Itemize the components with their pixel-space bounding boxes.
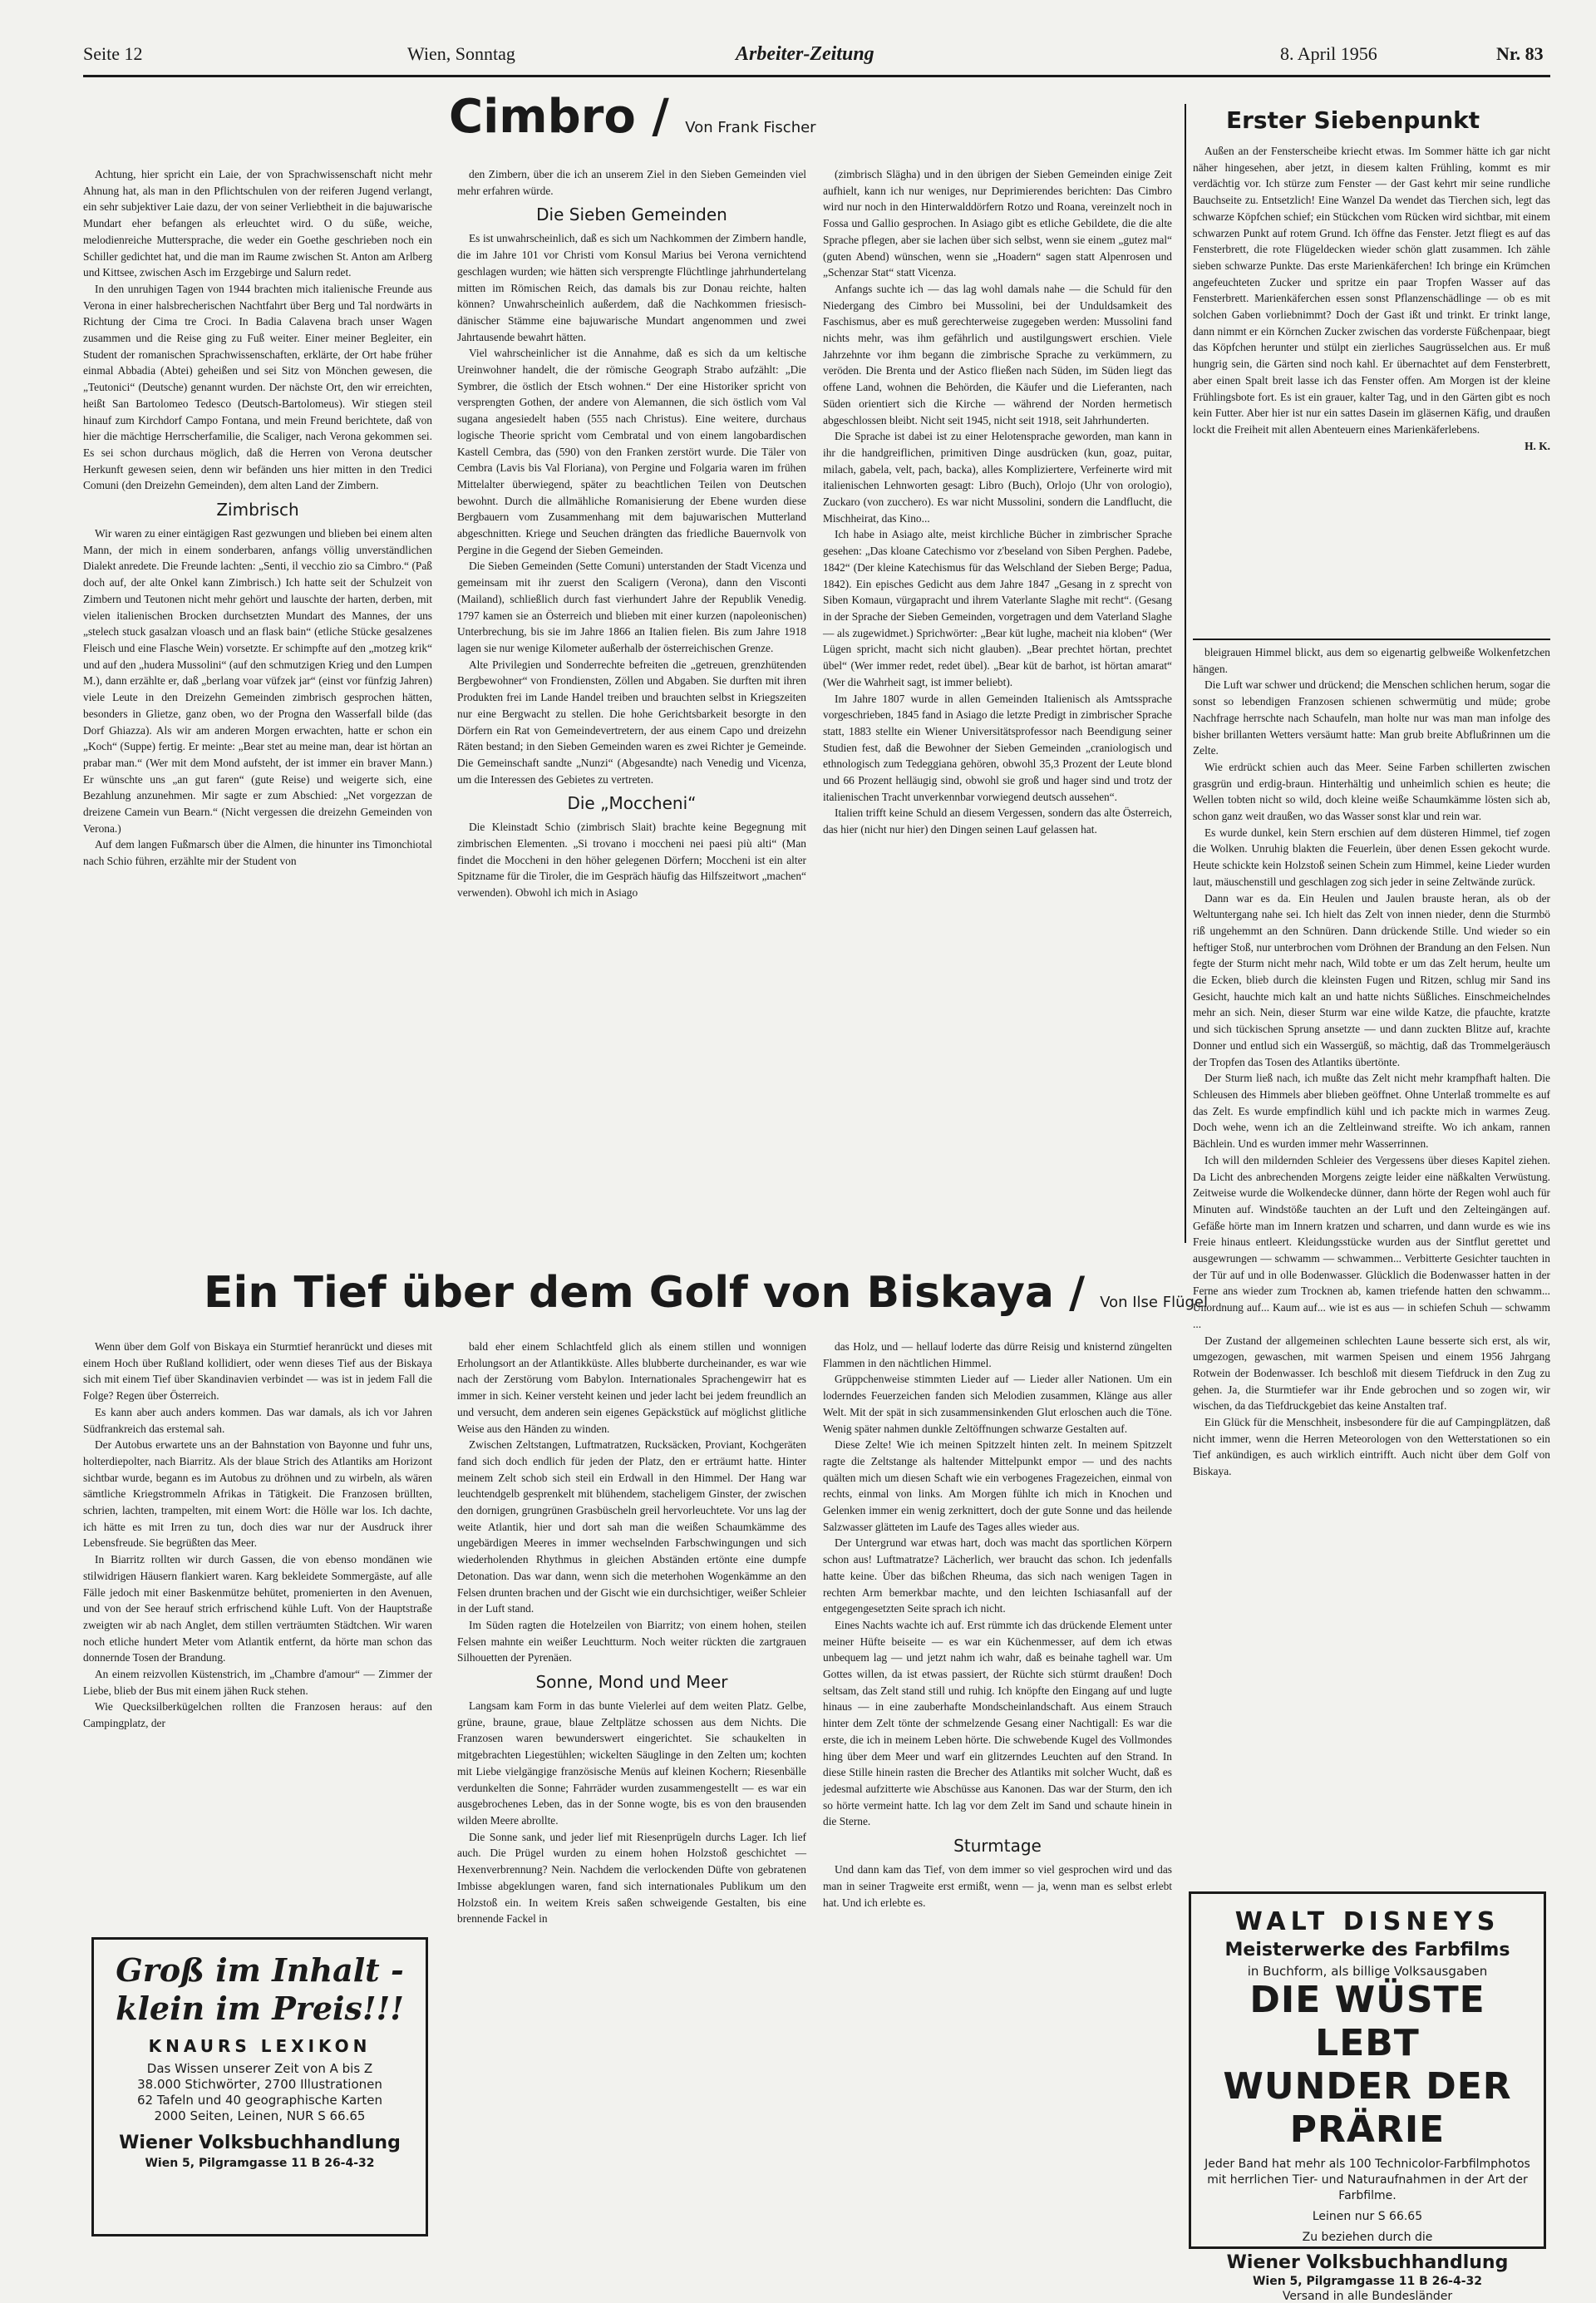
paragraph: Italien trifft keine Schuld an diesem Vergessen, sondern das alte Österreich, das hier (nicht nur hier) den Dingen seinen Lauf gelassen hat. bbox=[823, 806, 1172, 836]
subheading: Sonne, Mond und Meer bbox=[535, 1672, 728, 1693]
subheading: Zimbrisch bbox=[216, 500, 299, 520]
biskaya-column-1 bbox=[83, 1339, 432, 1925]
title-text: Cimbro bbox=[449, 90, 636, 144]
paragraph: Der Autobus erwartete uns an der Bahnstation von Bayonne und fuhr uns, holterdiepolter, nach Biarritz. Als der blaue Strich des Atlantiks am Horizont sichtbar wurde, begann es im Autobus zu dröhnen und zu wirbeln, als wären sämtliche Kriegstrommeln Afrikas in Tätigkeit. Die Franzosen brüllten, schrien, lachten, trampelten, mit einem Wort: die Hölle war los. Ich dachte, ich hätte es mit Irren zu tun, doch dies war nur der Ausdruck ihrer Lebensfreude. Sie begrüßten das Meer. bbox=[83, 1438, 432, 1550]
issue-number: Nr. 83 bbox=[1496, 43, 1544, 64]
ad-headline-2: klein im Preis!!! bbox=[116, 1990, 404, 2027]
ad-shipping: Versand in alle Bundesländer bbox=[1282, 2290, 1453, 2303]
paragraph: den Zimbern, über die ich an unserem Ziel in den Sieben Gemeinden viel mehr erfahren würde. bbox=[457, 168, 806, 197]
paragraph: Die Kleinstadt Schio (zimbrisch Slait) brachte keine Begegnung mit zimbrischen Elementen. „Si trovano i moccheni nei paesi più alti“ (Man findet die Moccheni in den höher gelegenen Dörfern; Moccheni ist ein alter Spitzname für die Tiroler, die im Gespräch häufig das Hilfszeitwort „machen“ verwenden). Obwohl ich mich in Asiago bbox=[457, 821, 806, 900]
paragraph: Alte Privilegien und Sonderrechte befreiten die „getreuen, grenzhütenden Bergbewohner“ von Frondiensten, Zöllen und Abgaben. Sie durften mit ihren Produkten frei im Lande Handel treiben und brauchten selbst in Kriegszeiten nur eine Bergwacht zu stellen. Die hohe Gerichtsbarkeit besorgte in den Dörfern ein Rat von Gemeindevertretern, der aus einem Capo und dreizehn Räten bestand; in den Sieben Gemeinden waren es zwei Richter je Gemeinde. Die Gemeinschaft sandte „Nunzi“ (Abgesandte) nach Venedig und Vicenza, um die Interessen des Gebietes zu vertreten. bbox=[457, 658, 806, 786]
cimbro-column-2 bbox=[457, 166, 806, 1264]
paragraph: Die Sieben Gemeinden (Sette Comuni) unterstanden der Stadt Vicenza und gemeinsam mit ihr zuerst den Scaligern (Verona), dann den Visconti (Mailand), schließlich durch fast vierhundert Jahre der Republik Venedig. 1797 kamen sie an Österreich und blieben mit einer kurzen (napoleonischen) Unterbrechung, bis sie im Jahre 1866 an Italien fielen. Bis zum Jahre 1918 lagen sie nur wenige Kilometer außerhalb der österreichischen Grenze. bbox=[457, 560, 806, 654]
byline: Von Ilse Flügel bbox=[1100, 1294, 1208, 1311]
ad-title-1: DIE WÜSTE LEBT bbox=[1249, 1979, 1485, 2064]
byline: Von Frank Fischer bbox=[685, 119, 816, 136]
paragraph: Außen an der Fensterscheibe kriecht etwas. Im Sommer hätte ich gar nicht näher hingesehen, aber jetzt, in diesem kalten Frühling, kommt es mir verdächtig vor. Ich stürze zum Fenster — der Gast kehrt mir seine rundliche Bauchseite zu. Entsetzlich! Eine Wanzel Da wendet das Tierchen sich, legt das schwarze Köpfchen schief; ein Stückchen vom Rücken wird sichtbar, mit einem schwarzen Punkt auf rotem Grund. Ich öffne das Fenster. Jetzt fliegt es auf das Fensterbrett, die rote Flügeldecken wieder schön glatt zusammen. Ich zähle sieben schwarze Punkte. Das erste Marienkäferchen! Ich bringe ein Krümchen angefeuchteten Zucker und spritze ein paar Tropfen Wasser auf das Fensterbrett. Marienkäferchen essen sonst Pflanzenschädlinge — ob es mit solchen Gaben vorliebnimmt? Doch der Gast ißt und trinkt. Er trinkt lange, dann nimmt er ein Körnchen Zucker zwischen das vorderste Füßchenpaar, biegt das Köpfchen herunter und stülpt ein zierliches Saugrüsselchen aus. Er muß hungrig sein, die Gärten sind noch kahl. Er übernachtet auf dem Fensterbrett, aber einen Spalt breit lasse ich das Fenster offen. Am Morgen ist der kleine Frühlingsbote fort. Es ist ein grauer, kalter Tag, und in den Gärten gibt es noch kein Futter. Aber hier ist nur ein sattes Dasein im gläsernen Käfig, und draußen lockt die Freiheit mit allen Abenteuern eines Marienkäferlebens. bbox=[1193, 145, 1550, 436]
ad-shop: Wiener Volksbuchhandlung bbox=[1226, 2252, 1509, 2273]
ad-address: Wien 5, Pilgramgasse 11 B 26-4-32 bbox=[145, 2157, 375, 2170]
paragraph: Die Luft war schwer und drückend; die Menschen schlichen herum, sogar die sonst so lebendigen Franzosen schienen schwermütig und müde; grobe Nachfrage herrschte nach Schaufeln, man holte nur was man man infolge des bisher brillanten Wetters versäumt hatte: Man grub breite Abflußrinnen um die Zelte. bbox=[1193, 678, 1550, 757]
ad-brand: KNAURS LEXIKON bbox=[148, 2036, 372, 2056]
ad-line: 62 Tafeln und 40 geographische Karten bbox=[137, 2093, 382, 2108]
ad-line: 2000 Seiten, Leinen, NUR S 66.65 bbox=[154, 2108, 366, 2123]
ad-walt-disney bbox=[1189, 1891, 1546, 2303]
column-divider bbox=[1185, 104, 1186, 1243]
article-title-cimbro: Cimbro / Von Frank Fischer bbox=[449, 90, 816, 144]
ad-headline-1: Groß im Inhalt - bbox=[116, 1951, 404, 1989]
paragraph: Im Süden ragten die Hotelzeilen von Biarritz; von einem hohen, steilen Felsen mahnte ein weißer Leuchtturm. Noch weiter rückten die zartgrauen Silhouetten der Pyrenäen. bbox=[457, 1618, 806, 1664]
paragraph: In Biarritz rollten wir durch Gassen, die von ebenso mondänen wie stilwidrigen Häusern flankiert waren. Karg bekleidete Sommergäste, auf alle Fälle jedoch mit einer Baskenmütze behütet, promenierten in den Avenuen, und von der See herauf strich erfrischend kühle Luft. Von der Hauptstraße zweigten wir ab nach Anglet, dem stillen verträumten Städtchen. Wir waren noch etliche hundert Meter vom Atlantik entfernt, da hörte man schon das donnernde Tosen der Brandung. bbox=[83, 1553, 432, 1664]
ad-subtitle: Meisterwerke des Farbfilms bbox=[1224, 1940, 1510, 1960]
page-number: Seite 12 bbox=[83, 43, 143, 64]
paragraph: bald eher einem Schlachtfeld glich als einem stillen und wonnigen Erholungsort an der Atlantikküste. Alles blubberte durcheinander, es war wie nach der Zerstörung vom Babylon. Internationales Sprachengewirr hat es immer in sich. Keiner versteht keinen und jeder lacht bei jedem freundlich an und versucht, dem anderen sein eigenes Gepäckstück auf möglichst glitliche Weise aus den Händen zu winden. bbox=[457, 1340, 806, 1435]
paragraph: Ich will den mildernden Schleier des Vergessens über dieses Kapitel ziehen. Da Licht des anbrechenden Morgens zeigte leider eine näßkalten Verwüstung. Zeitweise wurde die Wolkendecke dünner, dann hörte der Regen wohl auch für Minuten auf. Windstöße tauchten an der Luft und den Zelteingängen auf. Gefäße hörte man im Innern kratzen und scharren, und dann wurde es wie ins Freie hinaus entleert. Kleidungsstücke wurden aus der Sintflut gerettet und ausgewrungen — schwamm — schwammen... Verbitterte Gesichter tauchten in der Tür auf und in olle Bodenwasser. Glücklich die Bodenwasser hatten in der Ferne ans wieder zum Trocknen ab, kamen triefende hatten den schwamm... Unordnung auf... Kaum auf... wie ist es aus — in schiefen Schuh — schwamm ... bbox=[1193, 1153, 1550, 1330]
paragraph: Wenn über dem Golf von Biskaya ein Sturmtief heranrückt und dieses mit einem Hoch über Rußland kollidiert, oder wenn dieses Tief aus der Biskaya sich mit einem Tief über Skandinavien verbindet — was ist in jedem Fall die Folge? Regen über Österreich. bbox=[83, 1340, 432, 1403]
paragraph: Dann war es da. Ein Heulen und Jaulen brauste heran, als ob der Weltuntergang nahe sei. Ich hielt das Zelt von innen nieder, denn die Sturmbö riß ungehemmt an den Schnüren. Dann drückende Stille. Und wieder so ein heftiger Stoß, nur unterbrochen vom Dröhnen der Brandung an den Felsen. Nun fegte der Sturm nicht mehr nach, Wild tobte er um das Zelt herum, heulte um die Ecken, blieb durch die kleinsten Fugen und Ritzen, schlug mir Sand ins Gesicht, hauchte mich kalt an und hatte nichts Süßliches. Einschmeichelndes mehr an sich. Nein, dieser Sturm war eine wilde Katze, die pfauchte, kratzte und sich tückischen Sprung ansetzte — und dann zuckten Blitze auf, krachte Donner und entlud sich ein Wassergüß, so mächtig, daß das Trommelgeräusch der Tropfen das Tosen des Atlantiks übertönte. bbox=[1193, 891, 1550, 1068]
ad-brand: WALT DISNEYS bbox=[1234, 1907, 1500, 1936]
paragraph: Zwischen Zeltstangen, Luftmatratzen, Rucksäcken, Proviant, Kochgeräten fand sich doch endlich für jeden der Platz, den er erträumt hatte. Hinter meinem Zelt schob sich steil ein Erdwall in den Himmel. Der Hang war leuchtendgelb gesprenkelt mit blühendem, stacheligem Ginster, der zwischen den dornigen, grungrünen Grasbüscheln greil hervorleuchtete. Vor uns lag der weite Atlantik, hier und dort sah man die weißen Schaumkämme des ungebärdigen Meeres in immer wechselnden Farbschwingungen und sich wiederholenden Rhythmus in gleichen Abständen ertönte eine dumpfe Detonation. Das war dann, wenn sich die meterhohen Wogenkämme an den Felsen drunten brachen und der Gischt wie ein durchsichtiger, weißer Schleier in der Luft stand. bbox=[457, 1438, 806, 1615]
paragraph: Es wurde dunkel, kein Stern erschien auf dem düsteren Himmel, tief zogen die Wolken. Unruhig blakten die Feuerlein, über denen Essen gekocht wurde. Heute schickte kein Holzstoß seinen Schein zum Himmel, keine Lieder wurden laut, mäuschenstill und geschlagen zog sich jeder in seine Zeltwände zurück. bbox=[1193, 826, 1550, 888]
paragraph: Die Sonne sank, und jeder lief mit Riesenprügeln durchs Lager. Ich lief auch. Die Prügel wurden zu einem hohen Holzstoß geschichtet — Hexenverbrennung? Nein. Nachdem die verlockenden Düfte von gebratenen Imbisse abgeklungen waren, fand sich internationales Publikum um den Holzstoß ein. In weitem Kreis saßen schweigende Gestalten, bis eine brennende Fackel in bbox=[457, 1830, 806, 1926]
ad-title-2: WUNDER DER PRÄRIE bbox=[1223, 2065, 1512, 2151]
paragraph: Achtung, hier spricht ein Laie, der von Sprachwissenschaft nicht mehr Ahnung hat, als man in den Pflichtschulen von der reiferen Jugend verlangt, ein sehr subjektiver Laie dazu, der von seiner Verliebtheit in die bajuwarische Mundart eher befangen als erleuchtet wird. O du süße, weiche, melodienreiche Muttersprache, die weder ein Goethe geschrieben noch ein Schiller gedichtet hat, und die man im Raume zwischen St. Anton am Arlberg und Kittsee, zwischen Asch im Erzgebirge und Salurn redet. bbox=[83, 168, 432, 279]
paragraph: Auf dem langen Fußmarsch über die Almen, die hinunter ins Timonchiotal nach Schio führen, erzählte mir der Student von bbox=[83, 838, 432, 868]
paragraph: Grüppchenweise stimmten Lieder auf — Lieder aller Nationen. Um ein loderndes Feuerzeichen fanden sich Melodien zusammen, Klänge aus aller Welt. Mit der spät in sich zusammensinkenden Glut erloschen auch die Töne. Wenig später nahmen dunkle Zeltöffnungen schwarze Gestalten auf. bbox=[823, 1373, 1172, 1435]
ad-shop: Wiener Volksbuchhandlung bbox=[119, 2133, 401, 2153]
paragraph: Es ist unwahrscheinlich, daß es sich um Nachkommen der Zimbern handle, die im Jahre 101 vor Christi vom Konsul Marius bei Verona vernichtend geschlagen wurden; wie hätten sich versprengte Flüchtlinge jahrhundertelang mitten im Römischen Reich, das damals bis zur Donau reichte, halten können? Unwahrscheinlich außerdem, daß die Nachkommen friesisch-dänischer Stämme eine bajuwarische Mundart angenommen und zwei Jahrtausende bewahrt hätten. bbox=[457, 232, 806, 343]
paragraph: Der Sturm ließ nach, ich mußte das Zelt nicht mehr krampfhaft halten. Die Schleusen des Himmels aber blieben geöffnet. Ohne Unterlaß trommelte es auf das Zelt. Es wurde empfindlich kühl und ich packte mich in warmes Zeug. Doch wehe, wenn ich an die Zeltleinwand streifte. Wo ich ankam, rannen Bächlein. Und es wurden immer mehr Wasserrinnen. bbox=[1193, 1072, 1550, 1151]
subheading: Die Sieben Gemeinden bbox=[536, 205, 727, 225]
biskaya-column-2 bbox=[457, 1339, 806, 2253]
subheading: Die „Moccheni“ bbox=[567, 793, 697, 814]
biskaya-column-3 bbox=[823, 1339, 1172, 2253]
newspaper-name: Arbeiter-Zeitung bbox=[736, 43, 874, 65]
header-rule bbox=[83, 75, 1550, 77]
paragraph: Langsam kam Form in das bunte Vielerlei auf dem weiten Platz. Gelbe, grüne, braune, graue, blaue Zeltplätze schossen aus dem Nichts. Die Franzosen waren bewunderswert eingerichtet. Sie schaukelten in mitgebrachten Liegestühlen; wickelten Säuglinge in den Zelten um; kochten mit Liebe vielgängige französische Menüs auf kleinen Kochern; Riesenbälle verdunkelten die Sonne; Fahrräder wurden zusammengestellt — es war ein ausgebrochenes Leben, das in der Sonne wogte, bis es von den brausenden wilden Meere abrollte. bbox=[457, 1699, 806, 1827]
ad-knaurs-lexikon bbox=[91, 1937, 428, 2236]
ad-price: Leinen nur S 66.65 bbox=[1312, 2210, 1423, 2223]
paragraph: das Holz, und — hellauf loderte das dürre Reisig und knisternd züngelten Flammen in den nächtlichen Himmel. bbox=[823, 1340, 1172, 1369]
paragraph: Und dann kam das Tief, von dem immer so viel gesprochen wird und das man in seiner Tragweite erst ermißt, wenn — ja, wenn man es selbst erlebt hat. Und ich erlebte es. bbox=[823, 1863, 1172, 1909]
paragraph: Der Untergrund war etwas hart, doch was macht das sportlichen Körpern schon aus! Luftmatratze? Lächerlich, wer braucht das schon. Ich jedenfalls hatte keine. Über das bißchen Rheuma, das sich nach wenigen Tagen in rechten Arm bemerkbar machte, und den leichten Ischiasanfall auf der entgegengesetzten Seite sprach ich nicht. bbox=[823, 1536, 1172, 1615]
paragraph: (zimbrisch Slägha) und in den übrigen der Sieben Gemeinden einige Zeit aufhielt, kann ich nur weniges, nur Deprimierendes berichten: Das Cimbro wird nur noch in den Hinterwalddörfern Rotzo und Roana, vereinzelt noch in Fossa und Gallio gesprochen. In Asiago gibt es etliche Gebildete, die die alte Sprache pflegen, aber sie lachen über sich selbst, wenn sie einem „gutez mal“ (guten Abend) wünschen, wenn sie „Hoadern“ sagen statt Alpenrosen und „Schenzar Stat“ statt Vicenza. bbox=[823, 168, 1172, 279]
sidebar-title: Erster Siebenpunkt bbox=[1226, 106, 1480, 134]
cimbro-column-1 bbox=[83, 166, 432, 1264]
paragraph: Wie Quecksilberkügelchen rollten die Franzosen heraus: auf den Campingplatz, der bbox=[83, 1700, 432, 1730]
article-title-biskaya: Ein Tief über dem Golf von Biskaya / Von Ilse Flügel bbox=[204, 1268, 1208, 1318]
paragraph: Die Sprache ist dabei ist zu einer Helotensprache geworden, man kann in ihr die handgreiflichen, primitiven Dinge ausdrücken (kun, goaz, puitar, milach, gabela, velt, pach, backa), alles Kompliziertere, Verfeinerte wird mit italienischen Lehnworten gesagt: Libro (Buch), Orlojo (Uhr von orologio), Zuckaro (von zucchero). Es war nicht Mussolini, sondern die Landflucht, die Mischheirat, das Kino... bbox=[823, 430, 1172, 525]
ad-address: Wien 5, Pilgramgasse 11 B 26-4-32 bbox=[1252, 2275, 1483, 2288]
paragraph: Wie erdrückt schien auch das Meer. Seine Farben schillerten zwischen grasgrün und erdig-braun. Hinterhältig und unheimlich schien es heute; die Wellen tobten nicht so wild, doch kleine weiße Schaumkämme lösten sich ab, schon ganz weit draußen, wo das Wasser sonst klar und rein war. bbox=[1193, 760, 1550, 823]
ad-line: 38.000 Stichwörter, 2700 Illustrationen bbox=[137, 2077, 382, 2092]
paragraph: Im Jahre 1807 wurde in allen Gemeinden Italienisch als Amtssprache vorgeschrieben, 1845 fand in Asiago die letzte Predigt in zimbrischer Sprache statt, 1883 stellte ein Wiener Universitätsprofessor nach Beendigung seiner Studien fest, daß die Bewohner der Sieben Gemeinden „craniologisch und ethnologisch zum Tedeggiana gehören, obwohl 35,3 Prozent der Leute blond und 66 Prozent helläugig sind, obwohl sie groß und hager sind und trotz der italienischen Tracht unverkennbar vorwiegend deutsch aussehen“. bbox=[823, 692, 1172, 803]
subheading: Sturmtage bbox=[953, 1836, 1042, 1857]
title-text: Ein Tief über dem Golf von Biskaya bbox=[204, 1268, 1054, 1318]
page-header bbox=[83, 40, 1550, 73]
paragraph: In den unruhigen Tagen von 1944 brachten mich italienische Freunde aus Verona in einer halsbrecherischen Nachtfahrt über Berg und Tal nordwärts in Richtung der Cima tre Croci. In Badia Calavena brach unser Wagen zusammen und die Reise ging zu Fuß weiter. Einer meiner Begleiter, ein Student der romanischen Sprachwissenschaften, erklärte, der Ort habe früher einmal Abbadia (Abtei) geheißen und sei Sitz von Mönchen gewesen, die „Teutonici“ (Deutsche) genannt wurden. Der nächste Ort, den wir erreichten, heißt San Bartolomeo Tedesco (Deutsch-Bartolomeus). Wir stiegen steil hinauf zum Kirchdorf Campo Fontana, und mein Freund berichtete, daß von hier die mächtige Herrscherfamilie, die Scaliger, nach Verona gekommen sei. Es sei schon durchaus möglich, daß die Herren von Verona deutscher Herkunft gewesen seien, denn wir befänden uns hier mitten in den Tredici Comuni (den Dreizehn Gemeinden), dem alten Land der Zimbern. bbox=[83, 282, 432, 492]
ad-available: Zu beziehen durch die bbox=[1302, 2231, 1433, 2244]
paragraph: bleigrauen Himmel blickt, aus dem so eigenartig gelbweiße Wolkenfetzchen hängen. bbox=[1193, 646, 1550, 675]
paragraph: Der Zustand der allgemeinen schlechten Laune besserte sich erst, als wir, umgezogen, gewaschen, mit warmen Speisen und einem 1956 Jahrgang Rotwein der Bodenwasser. Ich beschloß mit diesem Tiefdruck in den Zug zu gehen. Ja, die Sturmtiefer war ihr Ende gebrochen und so zogen wir, wir wischen, da das Tiefdruckgebiet das keine Anstalten traf. bbox=[1193, 1334, 1550, 1413]
cimbro-column-3 bbox=[823, 166, 1172, 1264]
sidebar-rule bbox=[1193, 639, 1550, 640]
paragraph: Eines Nachts wachte ich auf. Erst rümmte ich das drückende Element unter meiner Hüfte beiseite — es war ein Küchenmesser, auf dem ich etwas unbequem lag — und jetzt nahm ich wahr, daß es beinahe taghell war. Um Gottes willen, da ist etwas passiert, der Rüchte sich stürmt draußen! Doch seltsam, das Zelt stand still und ruhig. Ich knöpfte den Eingang auf und lugte hinaus — in eine zauberhafte Mondscheinlandschaft. Aus einem Strauch hinter dem Zelt tönte der schmelzende Gesang einer Nachtigall: Es war die erste, die ich in meinem Leben hörte. Die schwebende Kugel des Vollmondes hing über dem Meer und warf ein glitzerndes Leuchten auf den Strand. In diese Stille hinein rasten die Brecher des Atlantiks mit solcher Wucht, daß es jedesmal aufzitterte wie Abschüsse aus Kanonen. Das war der Sturm, den ich so hörte vermeint hatte. Ich lag vor dem Zelt im Sand und schaute hinein in die Sterne. bbox=[823, 1618, 1172, 1828]
issue-date: 8. April 1956 bbox=[1280, 43, 1377, 64]
signature: H. K. bbox=[1525, 439, 1550, 452]
place-day: Wien, Sonntag bbox=[407, 43, 515, 64]
paragraph: Wir waren zu einer eintägigen Rast gezwungen und blieben bei einem alten Mann, der mich in einem sonderbaren, anfangs völlig unverständlichen Dialekt anredete. Die Freunde lachten: „Senti, il vecchio zio sa Cimbro.“ (Paß doch auf, der alte Onkel kann Zimbrisch.) Ich hatte seit der Schulzeit von Zimbern und Teutonen nicht mehr gehört und lauschte der harten, derben, mit vielen italienischen Brocken durchsetzten Mundart des Mannes, der uns „stelech stuck gasalzan vloasch und an flask bain“ (etliche Stücke gesalzenes Fleisch und eine Flasche Wein) vorsetzte. Er schimpfte auf den „motzeg krik“ und auf den „hudera Mussolini“ (auf den schmutzigen Krieg und den Lumpen M.), dann erzählte er, daß „berlang voar vüfzek jar“ (einst vor fünfzig Jahren) viele Leute in den Dreizehn Gemeinden zimbrisch gesprochen hätten, besonders in Glietze, ganz oben, wo der Progna den Wasserfall bilde (das Dorf Ghiazza). Als wir am anderen Morgen erwachten, hatte er schon ein „Koch“ (Suppe) fertig. Er meinte: „Bear stet au meine man, dear ist hörtan an prabar man.“ (Wer mit dem Mond aufsteht, der ist immer ein braver Mann.) Er wünschte uns „an gut faren“ (gute Reise) und weigerte sich, eine Bezahlung anzunehmen. Mir sagte er zum Abschied: „Net vorgezzan de dreizene Camein vun Bearn.“ (Nicht vergessen die dreizehn Gemeinden von Verona.) bbox=[83, 527, 432, 835]
paragraph: Viel wahrscheinlicher ist die Annahme, daß es sich da um keltische Ureinwohner handelt, die der römische Geograph Strabo aufzählt: „Die Symbrer, die östlich der Etsch wohnen.“ Der eine Historiker spricht von versprengten Gothen, der andere von Alemannen, die sich östlich vom Val sugana angesiedelt haben (555 nach Christus). Eine weitere, durchaus logische Theorie spricht vom Cembratal und von einem langobardischen Kastell Cembra, das (590) von den Franken zerstört wurde. Die Täler von Cembra (Lavis bis Val Floriana), von Pergine und Folgaria waren im frühen Mittelalter überwiegend, später zu beachtlichen Teilen von Deutschen bewohnt. Durch die allmähliche Romanisierung der Ebene wurden diese Bergbauern vom Zusammenhang mit dem bajuwarischen Mutterland abgeschnitten. Kriege und Seuchen drängten das friedliche Bauernvolk von Pergine in die Gegend der Sieben Gemeinden. bbox=[457, 347, 806, 556]
biskaya-column-4 bbox=[1193, 644, 1550, 1883]
paragraph: Ich habe in Asiago alte, meist kirchliche Bücher in zimbrischer Sprache gesehen: „Das kloane Catechismo vor z'beseland von Siben Perghen. Padebe, 1842“ (Der kleine Katechismus für das Welschland der Sieben Berge; Padua, 1842). Ein episches Gedicht aus dem Jahre 1847 „Gesang in z sprecht von Siben Komaun, vürgapracht und ihrem Vaterlante Slaghe mit recht“. (Gesang in der Sprache der Sieben Gemeinden, vorgetragen und dem Vaterland Slaghe — als zugewidmet.) Sprichwörter: „Bear küt lughe, macheit nia kloben“ (Wer Lügen spricht, macht sich nicht glauben). „Bear prechtet hörtan, prechtet übel“ (Wer immer redet, redet übel). „Bear küt de barhot, ist hörtan amarat“ (Wer die Wahrheit sagt, ist immer beliebt). bbox=[823, 528, 1172, 688]
ad-note: in Buchform, als billige Volksausgaben bbox=[1247, 1964, 1488, 1979]
paragraph: Diese Zelte! Wie ich meinen Spitzzelt hinten zelt. In meinem Spitzzelt ragte die Zeltstange als haltender Mittelpunkt empor — und des nachts quälten mich um diesen Schaft wie ein verbogenes Fragezeichen, einmal von rechts, einmal von links. Am Morgen fühlte ich mich in Knochen und Gelenken immer ein wenig zerknittert, doch der gute Sonne und das heilende Salzwasser glätteten im Laufe des Tages alles wieder aus. bbox=[823, 1438, 1172, 1533]
paragraph: Es kann aber auch anders kommen. Das war damals, als ich vor Jahren Südfrankreich das erstemal sah. bbox=[83, 1405, 432, 1435]
paragraph: Anfangs suchte ich — das lag wohl damals nahe — die Schuld für den Niedergang des Cimbro bei Mussolini, bei der Unduldsamkeit des Faschismus, aber es muß gerechterweise zugegeben werden: Mussolini fand nichts mehr, was ihm gefährlich und austilgungswert erschien. Viele Jahrzehnte vor ihm begann die zimbrische Sprache zu verkümmern, zu veröden. Die Brenta und der Astico fließen nach Süden, im Süden liegt das offene Land, wohnen die Behörden, die Käufer und die Lieferanten, nach Süden orientiert sich die Kirche — während der Norden hermetisch abgeschlossen bleibt. Nicht seit 1945, nicht seit 1918, seit Jahrhunderten. bbox=[823, 282, 1172, 427]
paragraph: Ein Glück für die Menschheit, insbesondere für die auf Campingplätzen, daß nicht immer, wenn die Herren Meteorologen von den Wetterstationen so ein Tief ankündigen, es auch wirklich eintrifft. Auch nicht über dem Golf von Biskaya. bbox=[1193, 1416, 1550, 1478]
ad-text: Jeder Band hat mehr als 100 Technicolor-Farbfilmphotos mit herrlichen Tier- und Naturaufnahmen in der Art der Farbfilme. bbox=[1204, 2158, 1530, 2202]
paragraph: An einem reizvollen Küstenstrich, im „Chambre d'amour“ — Zimmer der Liebe, blieb der Bus mit einem jähen Ruck stehen. bbox=[83, 1668, 432, 1697]
ad-line: Das Wissen unserer Zeit von A bis Z bbox=[146, 2061, 373, 2076]
sidebar-text bbox=[1193, 143, 1550, 629]
